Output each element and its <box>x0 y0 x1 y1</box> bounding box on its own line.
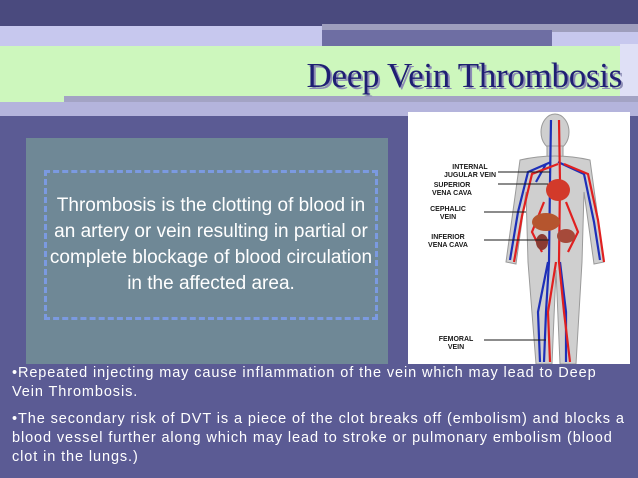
definition-text: Thrombosis is the clotting of blood in an artery or vein resulting in partial or complete blockage of blood circulation in the affected area. <box>49 195 373 294</box>
label-superior-vena-cava <box>422 182 482 198</box>
label-line: VEIN <box>447 344 465 351</box>
label-line: VENA CAVA <box>432 190 472 197</box>
bullet-list <box>12 364 628 475</box>
title-band-top <box>0 0 638 26</box>
label-line: SUPERIOR <box>433 182 471 189</box>
label-inferior-vena-cava <box>418 234 478 250</box>
bullet-item: •Repeated injecting may cause inflammation of the vein which may lead to Deep Vein Thrombosis. <box>12 365 597 400</box>
label-line: FEMORAL <box>438 336 474 343</box>
label-line: VEIN <box>439 214 457 221</box>
label-internal-jugular-vein <box>440 164 500 180</box>
title-band-edge <box>620 44 638 104</box>
slide-title: Deep Vein Thrombosis <box>306 56 622 95</box>
label-cephalic-vein <box>418 206 478 222</box>
label-line: INFERIOR <box>431 234 465 241</box>
label-line: CEPHALIC <box>430 206 466 213</box>
label-femoral-vein <box>426 336 486 352</box>
title-accent-bar-dark <box>322 30 552 46</box>
circulatory-system-figure <box>408 112 630 364</box>
bullet-item: •The secondary risk of DVT is a piece of the clot breaks off (embolism) and blocks a blood vessel further along which may lead to stroke or pulmonary embolism (blood clot in the lungs.) <box>12 411 625 465</box>
definition-frame <box>44 170 378 320</box>
label-line: INTERNAL <box>452 164 488 171</box>
label-line: VENA CAVA <box>428 242 468 249</box>
label-line: JUGULAR VEIN <box>443 172 497 179</box>
